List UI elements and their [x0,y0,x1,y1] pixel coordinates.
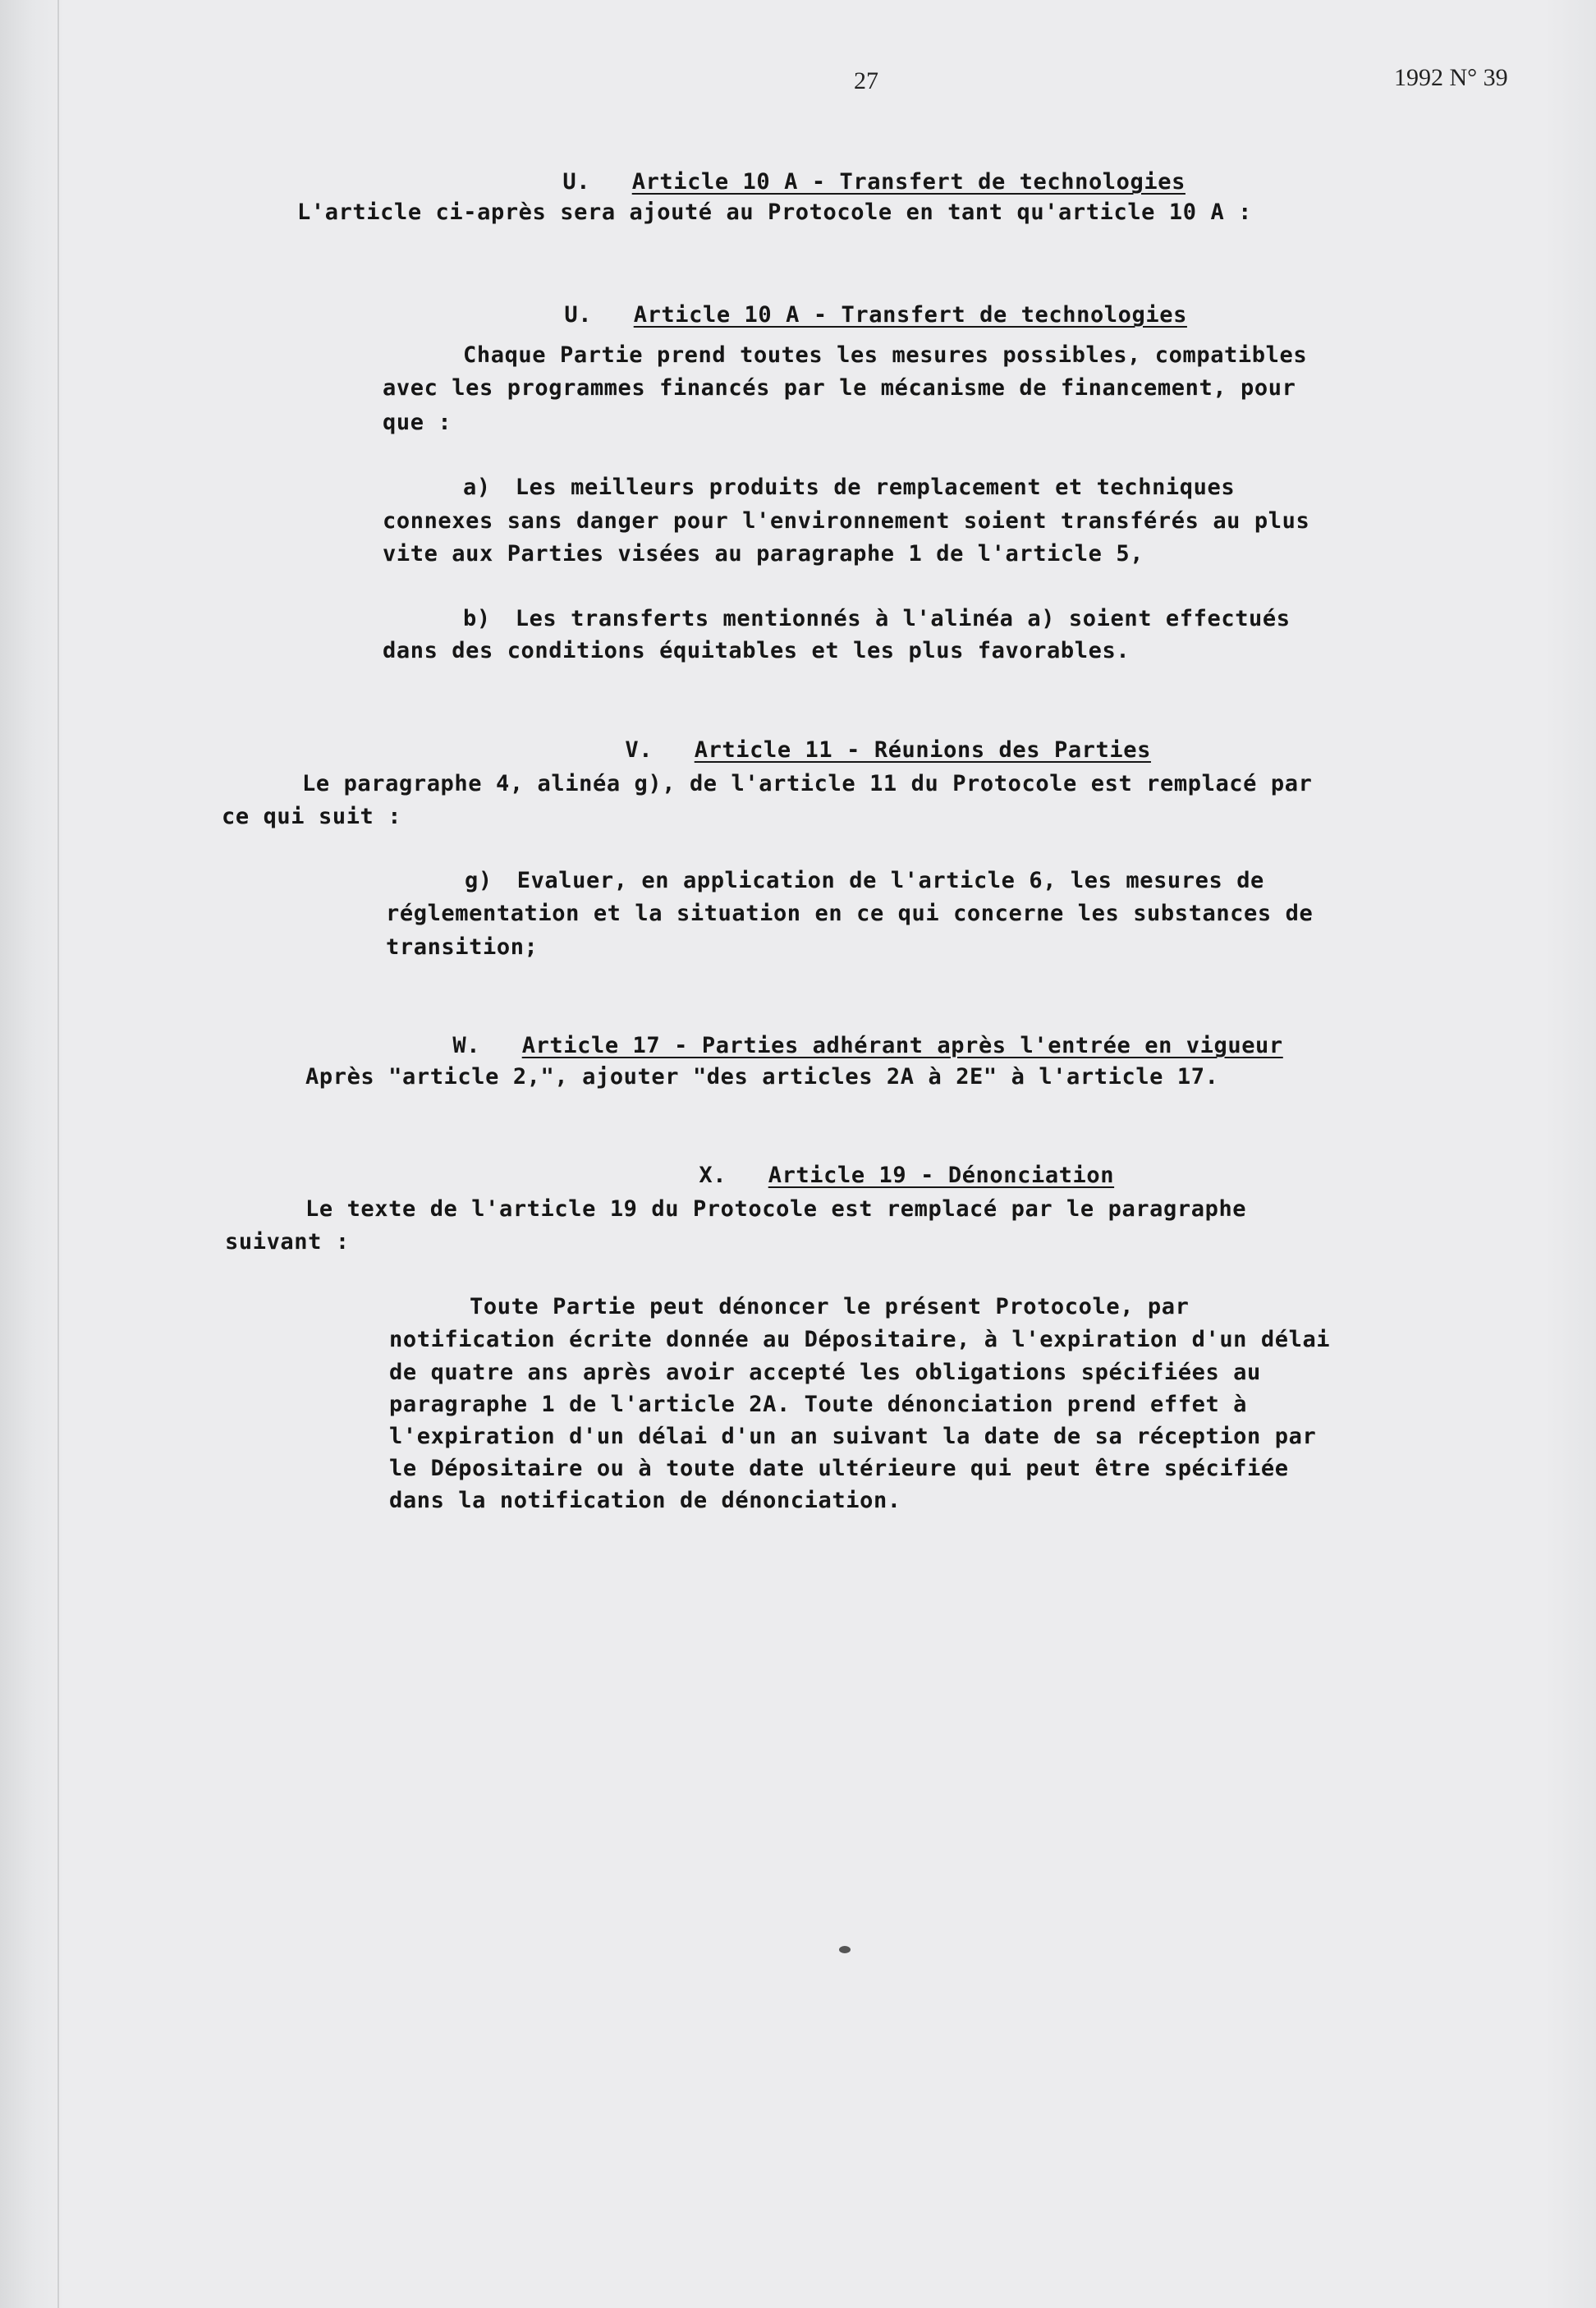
section-u-para-line: Chaque Partie prend toutes les mesures possibles, compatibles [463,342,1308,368]
section-w-title: Article 17 - Parties adhérant après l'entrée en vigueur [521,1033,1283,1058]
section-w-letter: W. [452,1033,481,1058]
item-g-line: réglementation et la situation en ce qui concerne les substances de [386,901,1314,926]
section-x-quote-line: l'expiration d'un délai d'un an suivant la date de sa réception par [389,1424,1317,1449]
section-x-quote-line: Toute Partie peut dénoncer le présent Protocole, par [470,1294,1190,1319]
item-b-label: b) [463,606,491,631]
section-u-intro: L'article ci-après sera ajouté au Protocole en tant qu'article 10 A : [297,200,1253,225]
journal-reference: 1992 N° 39 [1394,64,1508,91]
page-number: 27 [854,67,878,94]
section-u-inner-title: Article 10 A - Transfert de technologies [633,302,1187,328]
section-u-letter: U. [562,169,591,195]
section-x-title: Article 19 - Dénonciation [768,1163,1115,1188]
page-spine [57,0,59,2308]
section-v-intro-line: Le paragraphe 4, alinéa g), de l'article 11 du Protocole est remplacé par [302,771,1313,796]
section-v-title: Article 11 - Réunions des Parties [694,737,1151,763]
section-x-intro-line: suivant : [225,1229,350,1255]
item-b [463,602,1291,636]
section-u-para-line: avec les programmes financés par le mécanisme de financement, pour [383,375,1296,401]
section-x-intro-line: Le texte de l'article 19 du Protocole est remplacé par le paragraphe [305,1196,1247,1222]
section-x-quote-line: le Dépositaire ou à toute date ultérieure qui peut être spécifiée [389,1456,1289,1481]
section-x-quote-line: notification écrite donnée au Dépositaire, à l'expiration d'un délai [389,1327,1331,1352]
section-w-text: Après "article 2,", ajouter "des articles 2A à 2E" à l'article 17. [305,1064,1219,1090]
item-b-line: dans des conditions équitables et les plus favorables. [383,638,1130,663]
section-v-intro-line: ce qui suit : [222,804,402,829]
section-u-para-line: que : [383,410,452,435]
section-x-letter: X. [699,1163,727,1188]
item-g [465,864,1264,897]
ink-speck [839,1946,851,1953]
item-a-label: a) [463,475,491,500]
section-u-title: Article 10 A - Transfert de technologies [631,169,1186,195]
item-g-label: g) [465,868,493,893]
section-x-quote-line: dans la notification de dénonciation. [389,1488,901,1513]
section-x-quote-line: paragraphe 1 de l'article 2A. Toute dénonciation prend effet à [389,1392,1248,1417]
item-g-line: transition; [386,934,539,960]
item-g-line: Evaluer, en application de l'article 6, les mesures de [516,868,1264,893]
item-b-line: Les transferts mentionnés à l'alinéa a) soient effectués [515,606,1291,631]
item-a-line: vite aux Parties visées au paragraphe 1 de l'article 5, [383,541,1144,567]
item-a [463,470,1235,504]
section-x-quote-line: de quatre ans après avoir accepté les obligations spécifiées au [389,1360,1261,1385]
section-v-letter: V. [625,737,654,763]
section-u-inner-letter: U. [564,302,593,328]
item-a-line: Les meilleurs produits de remplacement et techniques [515,475,1236,500]
item-a-line: connexes sans danger pour l'environnement soient transférés au plus [383,508,1310,534]
